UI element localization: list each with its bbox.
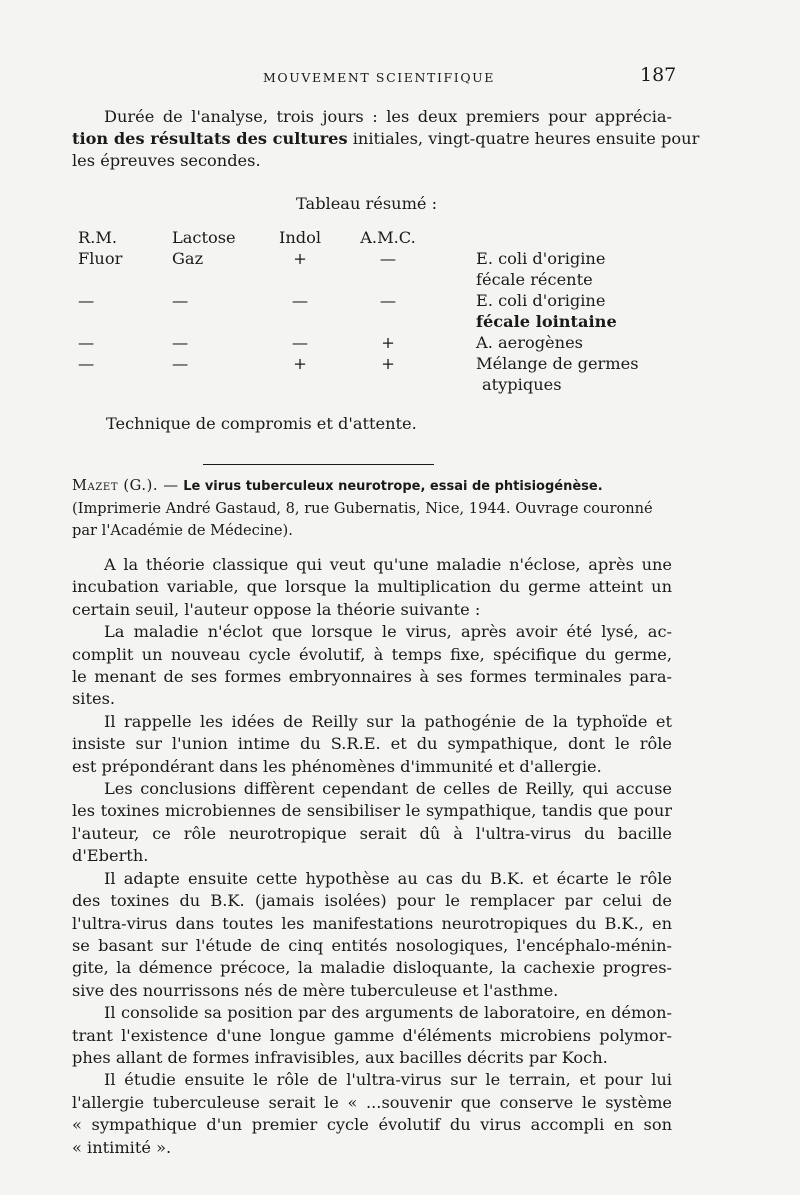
text-line: est prépondérant dans les phénomènes d'immunité et d'allergie. [72,756,602,776]
table-cell: — [78,333,95,352]
table-header-amc: A.M.C. [360,228,416,247]
text-line: les toxines microbiennes de sensibiliser le sympathique, tandis que pour [72,801,672,821]
text-line [72,475,672,498]
text-line: complit un nouveau cycle évolutif, à temps fixe, spécifique du germe, [72,644,672,664]
text-line: gite, la démence précoce, la maladie disloquante, la cachexie progres- [72,958,672,978]
table-cell: Fluor [78,249,123,268]
text-line: Il consolide sa position par des arguments de laboratoire, en démon- [104,1003,672,1023]
table-cell: — [172,333,189,352]
body-paragraph [72,778,672,868]
table-cell: — [379,249,397,268]
text-line: (Imprimerie André Gastaud, 8, rue Gubernatis, Nice, 1944. Ouvrage couronné [72,500,653,517]
running-title: MOUVEMENT SCIENTIFIQUE [263,70,496,85]
bold-phrase: tion des résultats des cultures [72,129,348,148]
text-line: A la théorie classique qui veut qu'une maladie n'éclose, après une [104,555,672,574]
table-cell: — [379,291,397,310]
text-line: « intimité ». [72,1137,172,1157]
text-line: l'ultra-virus dans toutes les manifestations neurotropiques du B.K., en [72,913,672,933]
text-line: Les conclusions diffèrent cependant de celles de Reilly, qui accuse [104,779,672,799]
text-line: insiste sur l'union intime du S.R.E. et du sympathique, dont le rôle [72,734,672,754]
text-line: l'allergie tuberculeuse serait le « ...souvenir que conserve le système [72,1092,672,1112]
body-paragraph [72,554,672,621]
text-line: La maladie n'éclot que lorsque le virus, après avoir été lysé, ac- [104,622,672,642]
reference-author: Mazet (G.). — [72,477,179,494]
table-header-rm: R.M. [78,228,118,247]
page-header [0,62,800,86]
text-line: par l'Académie de Médecine). [72,522,293,539]
table-cell-result: fécale lointaine [476,312,617,331]
table-cell-result: atypiques [482,375,562,394]
text-line: phes allant de formes infravisibles, aux bacilles décrits par Koch. [72,1047,608,1067]
text-line [72,128,700,150]
text-line: Il rappelle les idées de Reilly sur la pathogénie de la typhoïde et [104,711,672,731]
table-cell: Gaz [172,249,204,268]
body-paragraph [72,621,672,711]
text-line: « sympathique d'un premier cycle évolutif du virus accompli en son [72,1115,672,1135]
text-line: Il adapte ensuite cette hypothèse au cas du B.K. et écarte le rôle [104,868,672,888]
text-line: se basant sur l'étude de cinq entités nosologiques, l'encéphalo-ménin- [72,935,672,955]
table-cell: + [381,354,395,373]
table-cell: + [381,333,395,352]
text-line: l'auteur, ce rôle neurotropique serait dû à l'ultra-virus du bacille [72,823,672,843]
table-cell-result: fécale récente [476,270,593,289]
table-cell: — [172,291,189,310]
text-line: sites. [72,689,116,709]
body-paragraph [72,711,672,778]
table-title: Tableau résumé : [296,194,438,213]
table-cell: + [293,249,307,268]
text-line: des toxines du B.K. (jamais isolées) pour le remplacer par celui de [72,891,672,911]
text-line: d'Eberth. [72,846,149,866]
text-line: certain seuil, l'auteur oppose la théorie suivante : [72,599,481,619]
page-number: 187 [640,64,677,86]
bibliographic-reference [72,475,672,542]
text-line: incubation variable, que lorsque la multiplication du germe atteint un [72,577,672,597]
review-body [72,554,672,1159]
body-paragraph [72,868,672,1002]
table-cell: — [291,291,309,310]
technique-line: Technique de compromis et d'attente. [106,414,417,433]
body-paragraph [72,1002,672,1069]
table-cell: + [293,354,307,373]
table-cell-result: E. coli d'origine [476,249,606,268]
table-cell: — [291,333,309,352]
body-paragraph [72,1069,672,1159]
table-cell-result: E. coli d'origine [476,291,606,310]
table-header-indol: Indol [278,228,322,247]
text-line: Durée de l'analyse, trois jours : les deux premiers pour apprécia- [104,107,672,126]
table-cell: — [78,291,95,310]
table-header-lactose: Lactose [172,228,236,247]
text-line: trant l'existence d'une longue gamme d'éléments microbiens polymor- [72,1025,672,1045]
section-separator [203,464,434,465]
text-line: sive des nourrissons nés de mère tuberculeuse et l'asthme. [72,980,559,1000]
table-cell: — [172,354,189,373]
table-cell-result: Mélange de germes [476,354,639,373]
text-line: Il étudie ensuite le rôle de l'ultra-virus sur le terrain, et pour lui [104,1070,672,1090]
intro-paragraph [72,106,700,172]
text-span: initiales, vingt-quatre heures ensuite pour [347,129,700,148]
text-line: le menant de ses formes embryonnaires à ses formes terminales para- [72,667,672,687]
table-cell: — [78,354,95,373]
text-line: les épreuves secondes. [72,151,261,170]
reference-title: Le virus tuberculeux neurotrope, essai de phtisiogénèse. [183,479,603,494]
table-cell-result: A. aerogènes [476,333,583,352]
